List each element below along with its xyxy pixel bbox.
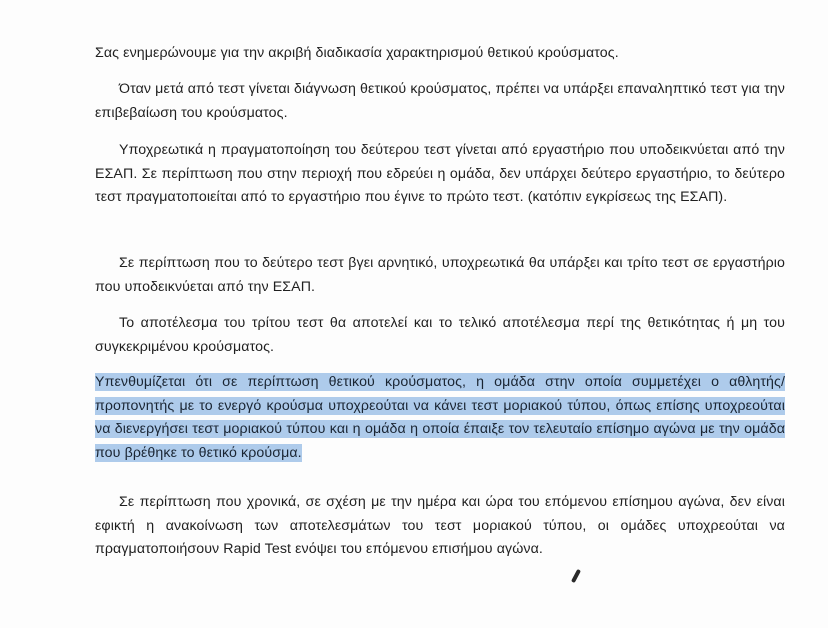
highlighted-text: Υπενθυμίζεται ότι σε περίπτωση θετικού κρούσματος, η ομάδα στην οποία συμμετέχει ο αθλητής/προπονητής με το ενεργό κρούσμα υποχρεούται να κάνει τεστ μοριακού τύπου, όπως επίσης υποχρεούται να διενεργήσει τεστ μοριακού τύπου και η ομάδα η οποία έπαιξε τον τελευταίο επίσημο αγώνα με την ομάδα που βρέθηκε το θετικό κρούσμα. [95,374,785,461]
paragraph-final-result: Το αποτέλεσμα του τρίτου τεστ θα αποτελεί και το τελικό αποτέλεσμα περί της θετικότητας ή μη του συγκεκριμένου κρούσματος. [95,315,785,355]
paragraph-rapid-test: Σε περίπτωση που χρονικά, σε σχέση με την ημέρα και ώρα του επόμενου επίσημου αγώνα, δεν είναι εφικτή η ανακοίνωση των αποτελεσμάτων του τεστ μοριακού τύπου, οι ομάδες υποχρεούται να πραγματοποιήσουν Rapid Test ενόψει του επόμενου επισήμου αγώνα. [95,494,785,558]
paragraph-second-test-lab: Υποχρεωτικά η πραγματοποίηση του δεύτερου τεστ γίνεται από εργαστήριο που υποδεικνύεται από την ΕΣΑΠ. Σε περίπτωση που στην περιοχή που εδρεύει η ομάδα, δεν υπάρχει δεύτερο εργαστήριο, το δεύτερο τεστ πραγματοποιείται από το εργαστήριο που έγινε το πρώτο τεστ. (κατόπιν εγκρίσεως της ΕΣΑΠ). [95,142,785,206]
pen-mark [571,569,581,583]
paragraph-third-test: Σε περίπτωση που το δεύτερο τεστ βγει αρνητικό, υποχρεωτικά θα υπάρξει και τρίτο τεστ σε εργαστήριο που υποδεικνύεται από την ΕΣΑΠ. [95,255,785,295]
paragraph-intro: Σας ενημερώνουμε για την ακριβή διαδικασία χαρακτηρισμού θετικού κρούσματος. [95,45,619,62]
paragraph-retest-requirement: Όταν μετά από τεστ γίνεται διάγνωση θετικού κρούσματος, πρέπει να υπάρξει επαναληπτικό τεστ για την επιβεβαίωση του κρούσματος. [95,81,785,121]
paragraph-highlighted-reminder [95,371,785,465]
